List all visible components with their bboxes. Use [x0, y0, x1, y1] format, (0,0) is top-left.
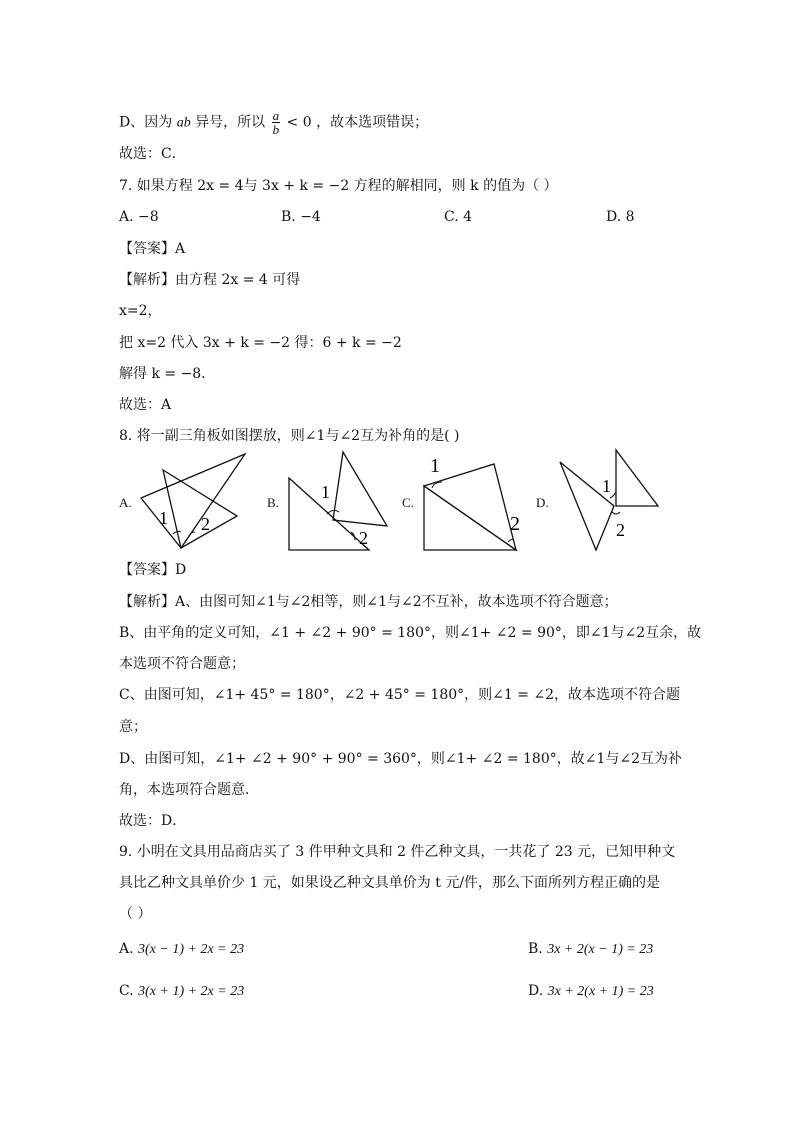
fraction-a-over-b — [272, 109, 281, 136]
analysis-7: 【解析】由方程 2x = 4 可得 — [119, 272, 301, 288]
q9-option-a — [119, 940, 244, 959]
choose-a: 故选：A — [119, 397, 172, 413]
fig-d-triangles — [556, 448, 662, 554]
question-9-line-2: 具比乙种文具单价少 1 元，如果设乙种文具单价为 t 元/件，那么下面所列方程正确的是 — [119, 875, 661, 891]
solve-k: 解得 k = −8． — [119, 366, 216, 382]
less-than-zero: < 0 — [286, 114, 312, 131]
fig-c-triangles — [420, 450, 530, 554]
q9-option-d — [528, 982, 654, 1001]
analysis-8-a: 【解析】A、由图可知∠1与∠2相等，则∠1与∠2不互补，故本选项不符合题意； — [119, 594, 618, 610]
analysis-8-b: B、由平角的定义可知，∠1 + ∠2 + 90° = 180°，则∠1+ ∠2 = 90°，即∠1与∠2互余，故 — [119, 625, 702, 641]
fig-b-label: B. — [267, 495, 279, 510]
q9-d-expr: 3x + 2(x + 1) = 23 — [547, 984, 654, 999]
fig-a-triangle-1 — [141, 454, 245, 548]
fig-c-angle-1: 1 — [430, 455, 440, 477]
x-equals-2: x=2， — [119, 303, 162, 319]
math-ab: ab — [176, 115, 191, 131]
fig-b-triangles — [285, 450, 395, 554]
q9-d-letter: D. — [528, 983, 544, 999]
analysis-8-d-cont: 角，本选项符合题意． — [119, 782, 259, 798]
analysis-8-b-cont: 本选项不符合题意； — [119, 656, 245, 672]
option-d-explanation — [119, 109, 428, 136]
q9-a-letter: A. — [119, 941, 134, 957]
fig-c-angle-2: 2 — [510, 513, 520, 535]
fig-d-angle-1: 1 — [602, 476, 611, 496]
fig-d-angle-2: 2 — [616, 520, 625, 540]
q9-c-letter: C. — [119, 983, 134, 999]
text: ，故本选项错误； — [316, 114, 429, 131]
analysis-8-c-cont: 意； — [119, 719, 147, 735]
text: 异号，所以 — [195, 114, 266, 131]
fig-a-arc-2 — [189, 532, 195, 536]
substitution: 把 x=2 代入 3x + k = −2 得：6 + k = −2 — [119, 335, 402, 351]
q9-c-expr: 3(x + 1) + 2x = 23 — [138, 984, 245, 999]
text: D、因为 — [119, 114, 173, 131]
fig-c-label: C. — [402, 495, 414, 510]
analysis-8-d: D、由图可知，∠1+ ∠2 + 90° + 90° = 360°，则∠1+ ∠2 = 180°，故∠1与∠2互为补 — [119, 751, 683, 767]
q9-option-c — [119, 982, 244, 1001]
fig-d-right-triangle — [616, 450, 658, 506]
q9-option-b — [528, 940, 653, 959]
choose-c: 故选：C． — [119, 146, 186, 162]
fig-b-angle-1: 1 — [321, 482, 330, 502]
question-7: 7. 如果方程 2x = 4与 3x + k = −2 方程的解相同，则 k 的值为（ ） — [119, 178, 558, 194]
question-9-line-3: （ ） — [119, 906, 152, 922]
q7-option-d: D. 8 — [606, 209, 635, 225]
question-8: 8. 将一副三角板如图摆放，则∠1与∠2互为补角的是( ) — [119, 428, 460, 444]
q9-b-expr: 3x + 2(x − 1) = 23 — [547, 942, 654, 957]
fig-d-arc-2 — [612, 512, 620, 514]
q7-option-b: B. −4 — [281, 209, 321, 225]
q7-option-a: A. −8 — [119, 209, 159, 225]
denominator: b — [272, 122, 280, 137]
question-9-line-1: 9. 小明在文具用品商店买了 3 件甲种文具和 2 件乙种文具，一共花了 23 元，已知甲种文 — [119, 844, 676, 860]
fig-a-angle-2: 2 — [201, 514, 210, 534]
fig-a-label: A. — [119, 495, 132, 510]
q9-a-expr: 3(x − 1) + 2x = 23 — [138, 942, 245, 957]
q9-b-letter: B. — [528, 941, 543, 957]
analysis-8-c: C、由图可知，∠1+ 45° = 180°，∠2 + 45° = 180°，则∠1 = ∠2，故本选项不符合题 — [119, 687, 681, 703]
numerator: a — [272, 108, 280, 123]
answer-8: 【答案】D — [119, 562, 187, 578]
fig-a-triangles — [135, 452, 247, 552]
choose-d: 故选：D． — [119, 813, 187, 829]
fig-d-label: D. — [536, 495, 549, 510]
fig-b-angle-2: 2 — [359, 528, 368, 548]
answer-7: 【答案】A — [119, 241, 186, 257]
q7-option-c: C. 4 — [444, 209, 473, 225]
fig-a-angle-1: 1 — [159, 508, 168, 528]
fig-b-tall-triangle — [333, 452, 387, 526]
